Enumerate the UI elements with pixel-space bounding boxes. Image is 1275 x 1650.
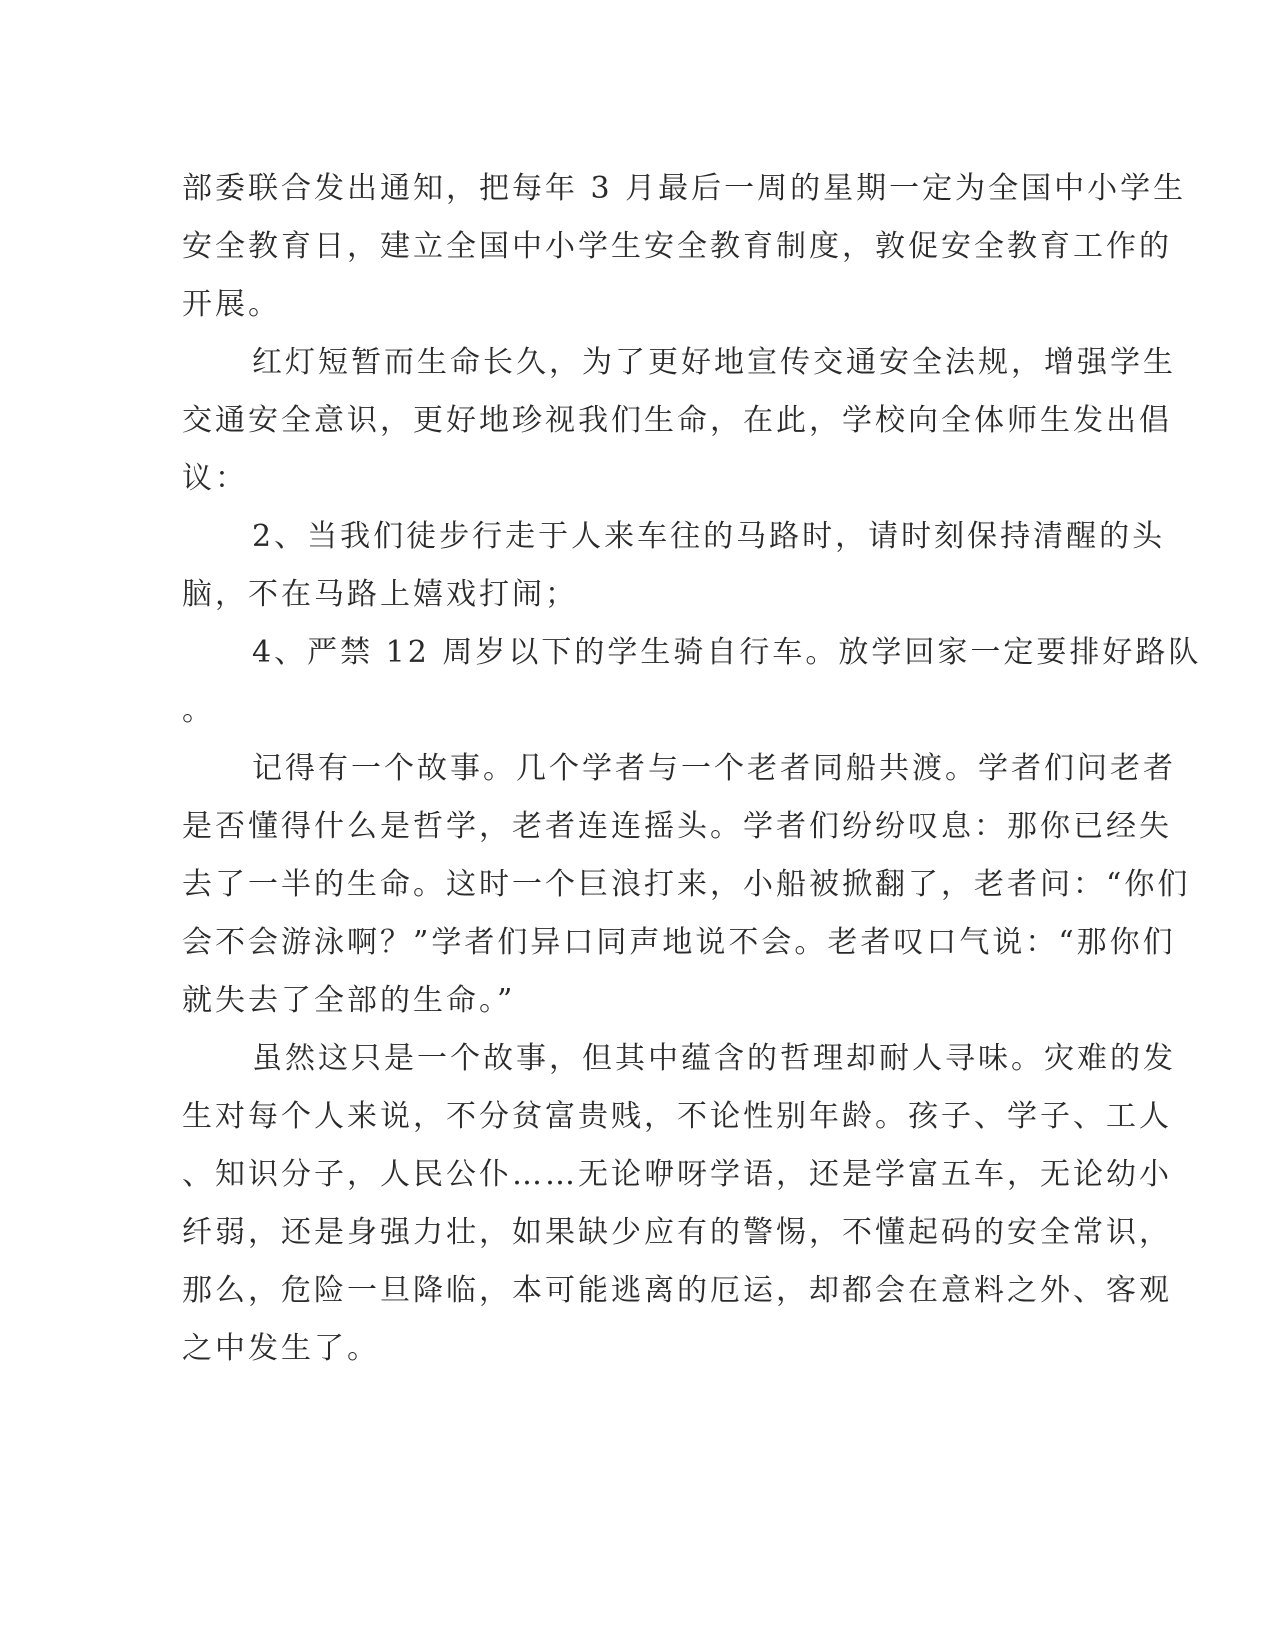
paragraph-line: 记得有一个故事。几个学者与一个老者同船共渡。学者们问老者	[252, 751, 1176, 786]
paragraph-line: 。	[182, 693, 215, 728]
paragraph-line: 会不会游泳啊？”学者们异口同声地说不会。老者叹口气说：“那你们	[182, 925, 1176, 960]
paragraph-4	[182, 624, 1202, 740]
paragraph-line: 安全教育日，建立全国中小学生安全教育制度，敦促安全教育工作的	[182, 229, 1172, 264]
paragraph-line: 、知识分子，人民公仆……无论咿呀学语，还是学富五车，无论幼小	[182, 1157, 1172, 1192]
paragraph-5	[182, 740, 1191, 1030]
paragraph-line: 生对每个人来说，不分贫富贵贱，不论性别年龄。孩子、学子、工人	[182, 1099, 1172, 1134]
paragraph-line: 脑，不在马路上嬉戏打闹；	[182, 577, 578, 612]
paragraph-line: 纤弱，还是身强力壮，如果缺少应有的警惕，不懂起码的安全常识，	[182, 1215, 1172, 1250]
paragraph-line: 去了一半的生命。这时一个巨浪打来，小船被掀翻了，老者问：“你们	[182, 867, 1191, 902]
paragraph-line: 开展。	[182, 287, 281, 322]
paragraph-line: 2、当我们徒步行走于人来车往的马路时，请时刻保持清醒的头	[252, 519, 1166, 554]
paragraph-line: 虽然这只是一个故事，但其中蕴含的哲理却耐人寻味。灾难的发	[252, 1041, 1176, 1076]
paragraph-line: 是否懂得什么是哲学，老者连连摇头。学者们纷纷叹息：那你已经失	[182, 809, 1172, 844]
paragraph-line: 部委联合发出通知，把每年 3 月最后一周的星期一定为全国中小学生	[182, 171, 1187, 206]
paragraph-6	[182, 1030, 1176, 1378]
document-body	[182, 160, 1202, 1378]
paragraph-2	[182, 334, 1176, 508]
paragraph-line: 就失去了全部的生命。”	[182, 983, 516, 1018]
paragraph-line: 议：	[182, 461, 248, 496]
paragraph-line: 交通安全意识，更好地珍视我们生命，在此，学校向全体师生发出倡	[182, 403, 1172, 438]
paragraph-line: 红灯短暂而生命长久，为了更好地宣传交通安全法规，增强学生	[252, 345, 1176, 380]
paragraph-line: 那么，危险一旦降临，本可能逃离的厄运，却都会在意料之外、客观	[182, 1273, 1172, 1308]
paragraph-1	[182, 160, 1187, 334]
paragraph-3	[182, 508, 1166, 624]
paragraph-line: 4、严禁 12 周岁以下的学生骑自行车。放学回家一定要排好路队	[252, 635, 1202, 670]
paragraph-line: 之中发生了。	[182, 1331, 380, 1366]
